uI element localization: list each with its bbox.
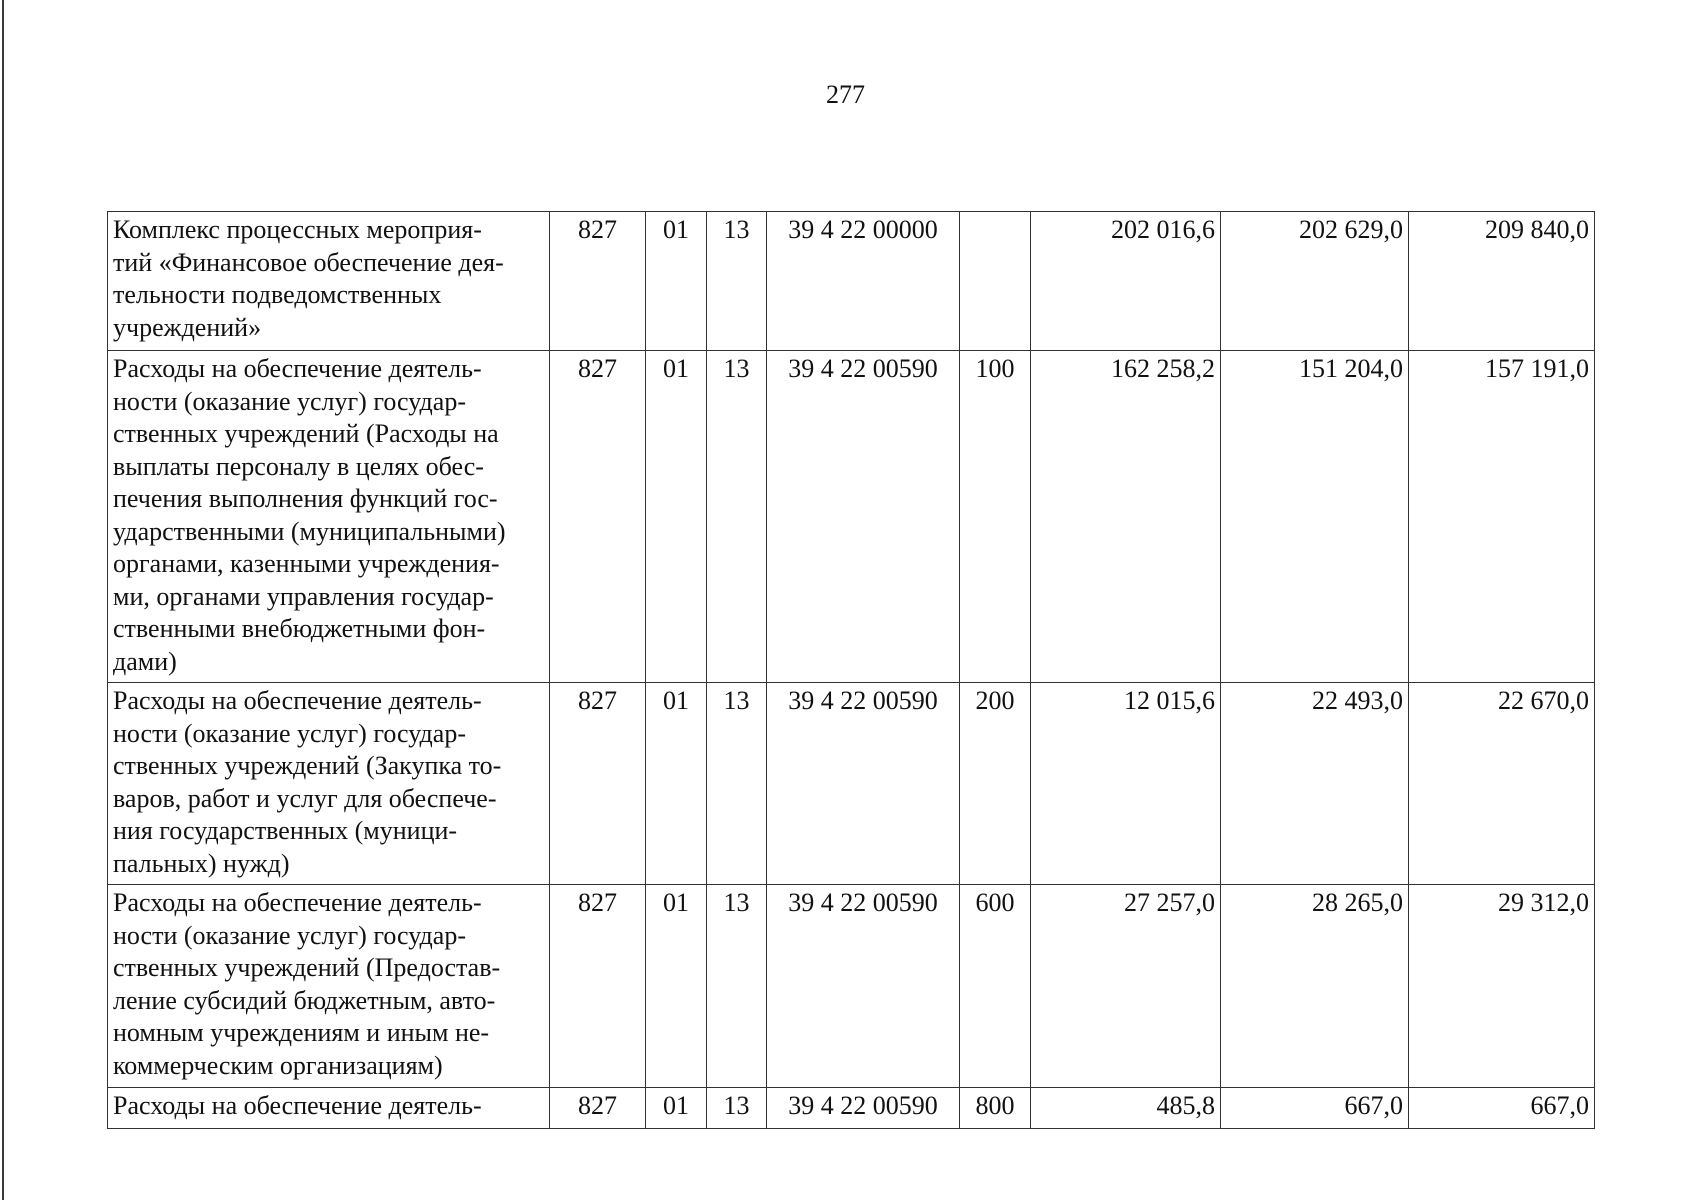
- amount-year-2-cell: 22 493,0: [1221, 683, 1409, 885]
- target-article-cell: 39 4 22 00590: [767, 885, 960, 1088]
- section-code-cell: 01: [646, 683, 707, 885]
- target-article-cell: 39 4 22 00590: [767, 1088, 960, 1129]
- target-article-cell: 39 4 22 00590: [767, 351, 960, 683]
- expense-name-cell: Расходы на обеспечение деятель- ности (оказание услуг) государ- ственных учреждений (Расходы на выплаты персоналу в целях обес- печения выполнения функций гос- ударственными (муниципальными) органами, казенными учреждения- ми, органами управления государ- ственными внебюджетными фон- дами): [108, 351, 550, 683]
- expense-name-cell: Комплекс процессных мероприя- тий «Финансовое обеспечение дея- тельности подведомственных учреждений»: [108, 212, 550, 351]
- amount-year-1-cell: 27 257,0: [1031, 885, 1221, 1088]
- budget-table: [107, 211, 1595, 1129]
- amount-year-3-cell: 667,0: [1409, 1088, 1595, 1129]
- subsection-code-cell: 13: [707, 212, 767, 351]
- subsection-code-cell: 13: [707, 885, 767, 1088]
- amount-year-3-cell: 209 840,0: [1409, 212, 1595, 351]
- ministry-code-cell: 827: [550, 683, 646, 885]
- table-row: [108, 683, 1595, 885]
- table-row: [108, 351, 1595, 683]
- ministry-code-cell: 827: [550, 351, 646, 683]
- expense-name-cell: Расходы на обеспечение деятель- ности (оказание услуг) государ- ственных учреждений (Предостав- ление субсидий бюджетным, авто- номным учреждениям и иным не- коммерческим организациям): [108, 885, 550, 1088]
- expense-name-cell: Расходы на обеспечение деятель- ности (оказание услуг) государ- ственных учреждений (Закупка то- варов, работ и услуг для обеспече- ния государственных (муници- пальных) нужд): [108, 683, 550, 885]
- section-code-cell: 01: [646, 1088, 707, 1129]
- ministry-code-cell: 827: [550, 212, 646, 351]
- amount-year-1-cell: 12 015,6: [1031, 683, 1221, 885]
- page-number: 277: [826, 80, 865, 109]
- amount-year-3-cell: 22 670,0: [1409, 683, 1595, 885]
- section-code-cell: 01: [646, 212, 707, 351]
- section-code-cell: 01: [646, 885, 707, 1088]
- subsection-code-cell: 13: [707, 351, 767, 683]
- table-row: [108, 212, 1595, 351]
- target-article-cell: 39 4 22 00590: [767, 683, 960, 885]
- subsection-code-cell: 13: [707, 1088, 767, 1129]
- amount-year-2-cell: 667,0: [1221, 1088, 1409, 1129]
- expense-type-cell: 600: [960, 885, 1031, 1088]
- ministry-code-cell: 827: [550, 1088, 646, 1129]
- amount-year-1-cell: 485,8: [1031, 1088, 1221, 1129]
- expense-type-cell: 200: [960, 683, 1031, 885]
- expense-type-cell: 100: [960, 351, 1031, 683]
- table-row: [108, 1088, 1595, 1129]
- ministry-code-cell: 827: [550, 885, 646, 1088]
- amount-year-1-cell: 162 258,2: [1031, 351, 1221, 683]
- left-margin-line: [2, 0, 4, 1200]
- section-code-cell: 01: [646, 351, 707, 683]
- amount-year-2-cell: 202 629,0: [1221, 212, 1409, 351]
- amount-year-2-cell: 151 204,0: [1221, 351, 1409, 683]
- target-article-cell: 39 4 22 00000: [767, 212, 960, 351]
- amount-year-3-cell: 157 191,0: [1409, 351, 1595, 683]
- amount-year-3-cell: 29 312,0: [1409, 885, 1595, 1088]
- expense-type-cell: [960, 212, 1031, 351]
- subsection-code-cell: 13: [707, 683, 767, 885]
- amount-year-1-cell: 202 016,6: [1031, 212, 1221, 351]
- table-row: [108, 885, 1595, 1088]
- amount-year-2-cell: 28 265,0: [1221, 885, 1409, 1088]
- expense-type-cell: 800: [960, 1088, 1031, 1129]
- expense-name-cell: Расходы на обеспечение деятель-: [108, 1088, 550, 1129]
